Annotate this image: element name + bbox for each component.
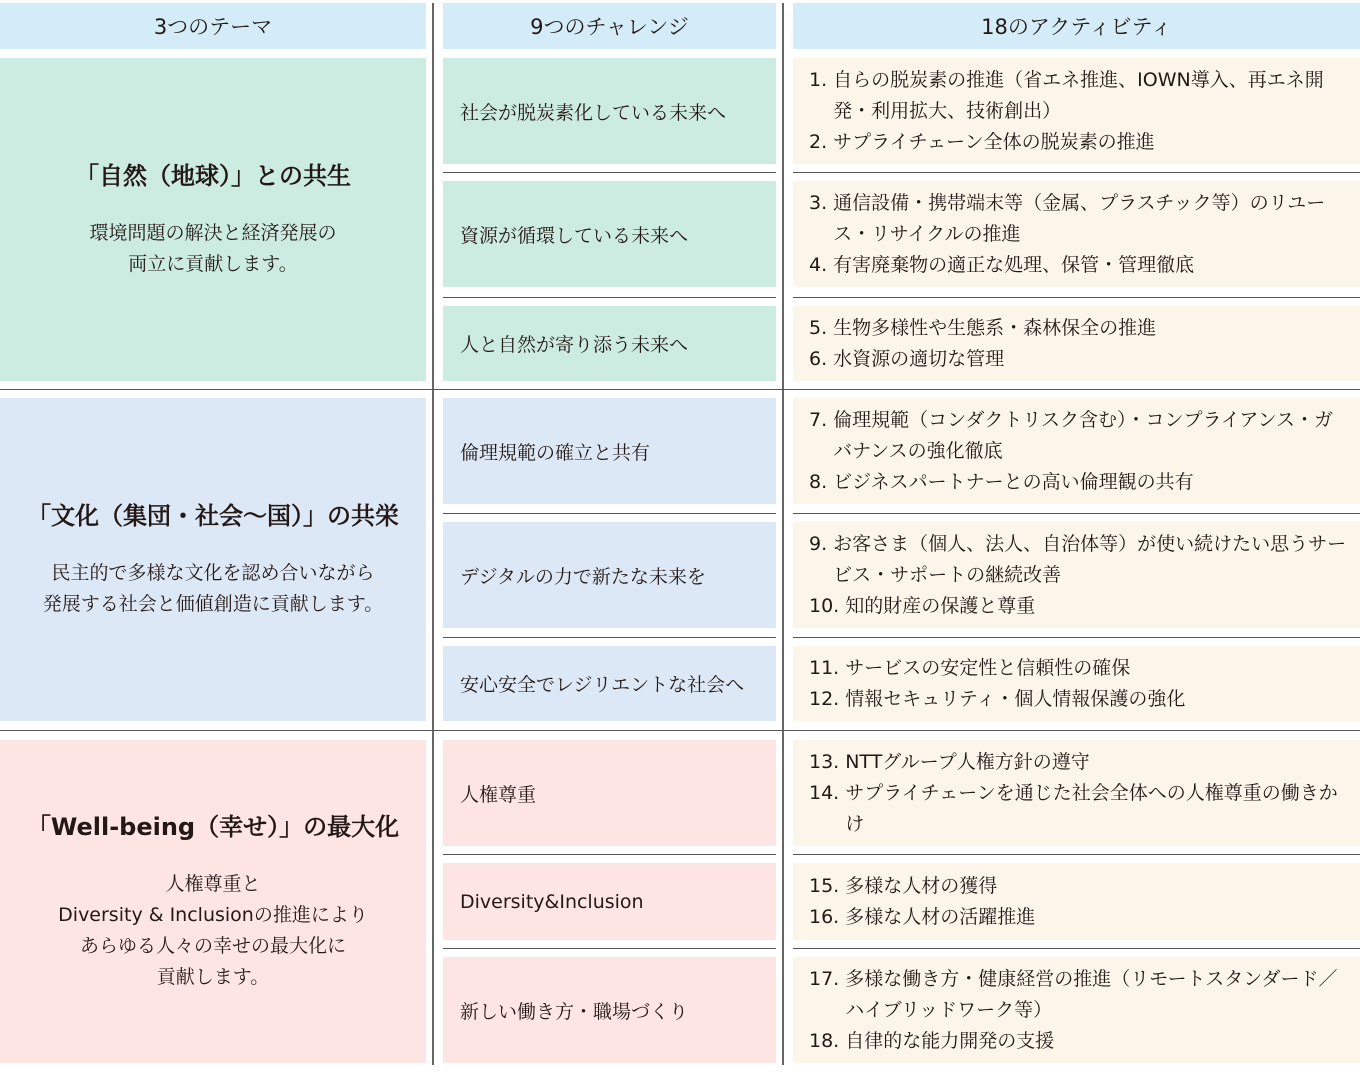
- activity-group: [793, 398, 1360, 504]
- row-divider: [0, 730, 1360, 731]
- column-divider: [432, 3, 434, 1065]
- row-divider: [443, 297, 776, 298]
- challenge-new-workstyle: 新しい働き方・職場づくり: [443, 957, 776, 1063]
- activity-item: 3. 通信設備・携帯端末等（金属、プラスチック等）のリユース・リサイクルの推進: [809, 191, 1326, 245]
- theme-description: 環境問題の解決と経済発展の 両立に貢献します。: [89, 221, 337, 275]
- activity-group: [793, 181, 1360, 287]
- activity-item: 14. サプライチェーンを通じた社会全体への人権尊重の働きかけ: [809, 781, 1338, 835]
- activity-group: [793, 58, 1360, 164]
- challenge-diversity-inclusion: Diversity&Inclusion: [443, 863, 776, 940]
- activity-item: 1. 自らの脱炭素の推進（省エネ推進、IOWN導入、再エネ開発・利用拡大、技術創出）: [809, 68, 1324, 122]
- activity-item: 18. 自律的な能力開発の支援: [809, 1029, 1055, 1052]
- activity-item: 2. サプライチェーン全体の脱炭素の推進: [809, 130, 1155, 153]
- activity-group: [793, 306, 1360, 381]
- header-challenges: 9つのチャレンジ: [443, 3, 776, 49]
- challenge-resource-circulation: 資源が循環している未来へ: [443, 181, 776, 287]
- activity-group: [793, 740, 1360, 846]
- challenge-resilience: 安心安全でレジリエントな社会へ: [443, 646, 776, 721]
- row-divider: [793, 948, 1360, 949]
- theme-description: 民主的で多様な文化を認め合いながら 発展する社会と価値創造に貢献します。: [42, 561, 384, 615]
- activity-item: 15. 多様な人材の獲得: [809, 874, 998, 897]
- activity-item: 7. 倫理規範（コンダクトリスク含む）・コンプライアンス・ガバナンスの強化徹底: [809, 408, 1334, 462]
- row-divider: [443, 637, 776, 638]
- activity-group: [793, 522, 1360, 628]
- challenge-decarbonization: 社会が脱炭素化している未来へ: [443, 58, 776, 164]
- activity-item: 5. 生物多様性や生態系・森林保全の推進: [809, 316, 1157, 339]
- challenge-digital: デジタルの力で新たな未来を: [443, 522, 776, 628]
- row-divider: [793, 513, 1360, 514]
- activity-group: [793, 863, 1360, 940]
- row-divider: [443, 854, 776, 855]
- header-activities: 18のアクティビティ: [793, 3, 1360, 49]
- row-divider: [793, 854, 1360, 855]
- theme-nature: [0, 58, 426, 381]
- activity-item: 4. 有害廃棄物の適正な処理、保管・管理徹底: [809, 253, 1195, 276]
- activity-item: 9. お客さま（個人、法人、自治体等）が使い続けたい思うサービス・サポートの継続改善: [809, 532, 1347, 586]
- theme-culture: [0, 398, 426, 721]
- column-divider: [782, 3, 784, 1065]
- theme-description: 人権尊重と Diversity & Inclusionの推進により あらゆる人々の幸せの最大化に 貢献します。: [58, 872, 368, 988]
- row-divider: [793, 297, 1360, 298]
- row-divider: [793, 637, 1360, 638]
- row-divider: [443, 513, 776, 514]
- activity-item: 6. 水資源の適切な管理: [809, 347, 1005, 370]
- header-themes: 3つのテーマ: [0, 3, 426, 49]
- theme-title: 「自然（地球）」との共生: [75, 161, 351, 190]
- theme-title: 「Well-being（幸せ）」の最大化: [26, 812, 400, 841]
- activity-item: 16. 多様な人材の活躍推進: [809, 905, 1036, 928]
- challenge-nature-coexistence: 人と自然が寄り添う未来へ: [443, 306, 776, 381]
- activity-item: 12. 情報セキュリティ・個人情報保護の強化: [809, 687, 1186, 710]
- row-divider: [793, 172, 1360, 173]
- activity-group: [793, 646, 1360, 721]
- theme-wellbeing: [0, 740, 426, 1063]
- activity-item: 8. ビジネスパートナーとの高い倫理観の共有: [809, 470, 1194, 493]
- activity-item: 13. NTTグループ人権方針の遵守: [809, 750, 1090, 773]
- challenge-ethics: 倫理規範の確立と共有: [443, 398, 776, 504]
- activity-item: 11. サービスの安定性と信頼性の確保: [809, 656, 1131, 679]
- activity-group: [793, 957, 1360, 1063]
- row-divider: [0, 389, 1360, 390]
- activity-item: 17. 多様な働き方・健康経営の推進（リモートスタンダード／ハイブリッドワーク等）: [809, 967, 1338, 1021]
- theme-title: 「文化（集団・社会〜国）」の共栄: [27, 501, 399, 530]
- row-divider: [443, 948, 776, 949]
- row-divider: [443, 172, 776, 173]
- activity-item: 10. 知的財産の保護と尊重: [809, 594, 1036, 617]
- challenge-human-rights: 人権尊重: [443, 740, 776, 846]
